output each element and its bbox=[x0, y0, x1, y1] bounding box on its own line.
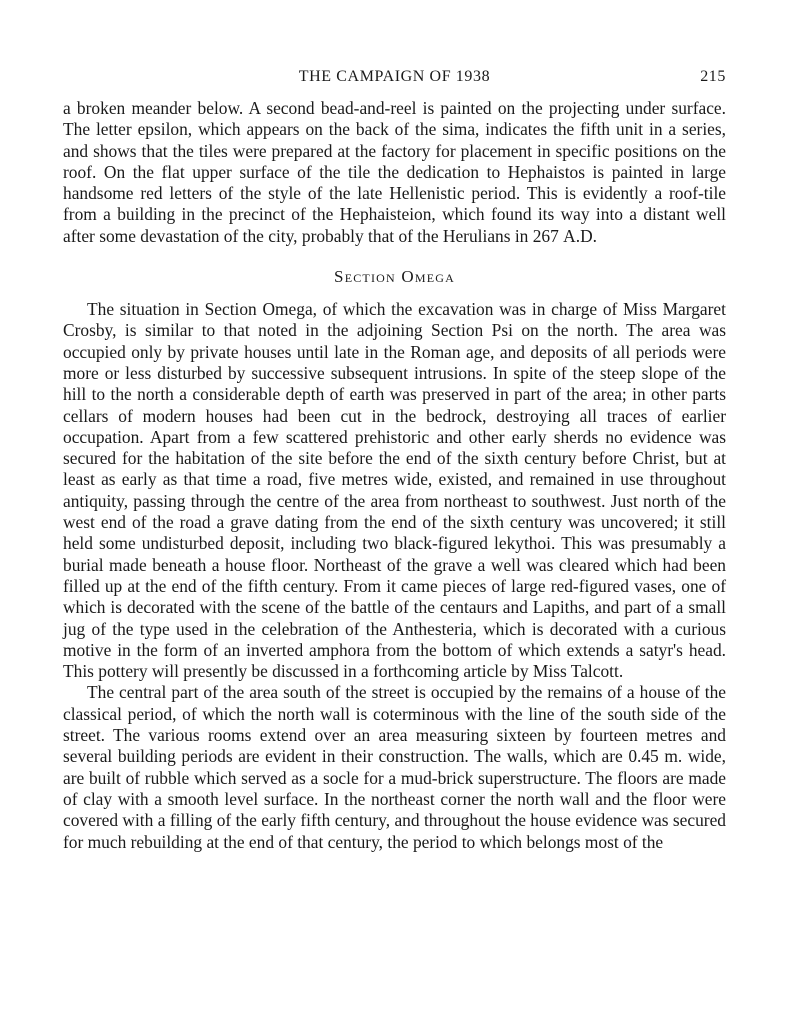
body-paragraph-2: The central part of the area south of the street is occupied by the remains of a house of the classical period, of which the north wall is coterminous with the line of the south side of the street. The various rooms extend over an area measuring sixteen by fourteen metres and several building periods are evident in their construction. The walls, which are 0.45 m. wide, are built of rubble which served as a socle for a mud-brick superstructure. The floors are made of clay with a smooth level surface. In the northeast corner the north wall and the floor were covered with a filling of the early fifth century, and throughout the house evidence was secured for much rebuilding at the end of that century, the period to which belongs most of the bbox=[63, 682, 726, 852]
continuation-paragraph bbox=[63, 98, 726, 247]
section-heading: Section Omega bbox=[334, 267, 455, 287]
body-paragraph-1: The situation in Section Omega, of which the excavation was in charge of Miss Margaret Crosby, is similar to that noted in the adjoining Section Psi on the north. The area was occupied only by private houses until late in the Roman age, and deposits of all periods were more or less disturbed by successive subsequent intrusions. In spite of the steep slope of the hill to the north a considerable depth of earth was preserved in part of the area; in other parts cellars of modern houses had been cut in the bedrock, destroying all traces of earlier occupation. Apart from a few scattered prehistoric and other early sherds no evidence was secured for the habitation of the site before the end of the sixth century before Christ, but at least as early as that time a road, five metres wide, existed, and remained in use throughout antiquity, passing through the centre of the area from northeast to southwest. Just north of the west end of the road a grave dating from the end of the sixth century was uncovered; it still held some undisturbed deposit, including two black-figured lekythoi. This was presumably a burial made beneath a house floor. Northeast of the grave a well was cleared which had been filled up at the end of the fifth century. From it came pieces of large red-figured vases, one of which is decorated with the scene of the battle of the centaurs and Lapiths, and part of a small jug of the type used in the celebration of the Anthesteria, which is decorated with a curious motive in the form of an inverted amphora from the bottom of which extends a satyr's head. This pottery will presently be discussed in a forthcoming article by Miss Talcott. bbox=[63, 299, 726, 682]
continuation-text: a broken meander below. A second bead-and-reel is painted on the projecting under surface. The letter epsilon, which appears on the back of the sima, indicates the fifth unit in a series, and shows that the tiles were prepared at the factory for placement in specific positions on the roof. On the flat upper surface of the tile the dedication to Hephaistos is painted in large handsome red letters of the style of the late Hellenistic period. This is evidently a roof-tile from a building in the precinct of the Hephaisteion, which found its way into a distant well after some devastation of the city, probably that of the Herulians in 267 bbox=[63, 98, 726, 246]
page-number: 215 bbox=[700, 68, 726, 85]
running-title: THE CAMPAIGN OF 1938 bbox=[298, 68, 491, 85]
running-head bbox=[63, 62, 726, 90]
era-abbreviation: A.D. bbox=[563, 225, 597, 246]
page bbox=[63, 62, 726, 853]
